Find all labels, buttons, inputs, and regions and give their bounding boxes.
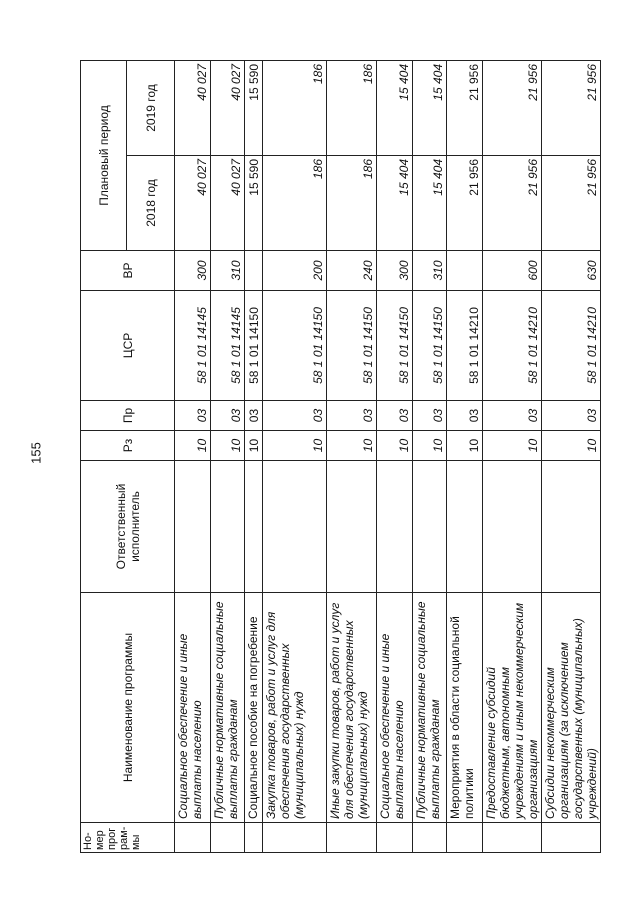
csr-cell: 58 1 01 14150 <box>327 291 377 401</box>
program-name-cell: Публичные нормативные социальные выплаты гражданам <box>413 593 447 823</box>
table-row <box>483 60 542 852</box>
amount-2018-cell: 40 027 <box>175 156 211 251</box>
rz-cell: 10 <box>211 431 245 461</box>
table-row <box>245 60 263 852</box>
vr-cell: 300 <box>175 251 211 291</box>
vr-cell: 300 <box>377 251 413 291</box>
pr-cell: 03 <box>542 401 601 431</box>
executor-cell <box>377 461 413 593</box>
program-number-cell <box>542 823 601 853</box>
table-row <box>175 60 211 852</box>
rz-cell: 10 <box>263 431 327 461</box>
rz-cell: 10 <box>245 431 263 461</box>
program-name-cell: Мероприятия в области социальной политики <box>447 593 483 823</box>
program-number-cell <box>413 823 447 853</box>
csr-cell: 58 1 01 14150 <box>377 291 413 401</box>
header-vr: ВР <box>81 251 175 291</box>
table-row <box>542 60 601 852</box>
amount-2019-cell: 15 404 <box>377 60 413 155</box>
executor-cell <box>483 461 542 593</box>
budget-table <box>80 60 601 853</box>
executor-cell <box>542 461 601 593</box>
amount-2018-cell: 21 956 <box>483 156 542 251</box>
program-name-cell: Субсидии некоммерческим организациям (за исключением государственных (муниципальных) учреждений) <box>542 593 601 823</box>
amount-2018-cell: 186 <box>263 156 327 251</box>
program-number-cell <box>211 823 245 853</box>
csr-cell: 58 1 01 14210 <box>447 291 483 401</box>
program-name-cell: Социальное обеспечение и иные выплаты населению <box>175 593 211 823</box>
program-number-cell <box>245 823 263 853</box>
amount-2019-cell: 40 027 <box>211 60 245 155</box>
rz-cell: 10 <box>377 431 413 461</box>
pr-cell: 03 <box>413 401 447 431</box>
pr-cell: 03 <box>245 401 263 431</box>
page-number: 155 <box>28 442 44 464</box>
pr-cell: 03 <box>447 401 483 431</box>
vr-cell: 310 <box>413 251 447 291</box>
csr-cell: 58 1 01 14150 <box>263 291 327 401</box>
program-name-cell: Публичные нормативные социальные выплаты гражданам <box>211 593 245 823</box>
amount-2018-cell: 21 956 <box>447 156 483 251</box>
executor-cell <box>211 461 245 593</box>
amount-2018-cell: 15 590 <box>245 156 263 251</box>
table-row <box>211 60 245 852</box>
amount-2019-cell: 21 956 <box>483 60 542 155</box>
amount-2019-cell: 21 956 <box>447 60 483 155</box>
rz-cell: 10 <box>175 431 211 461</box>
amount-2019-cell: 186 <box>327 60 377 155</box>
executor-cell <box>327 461 377 593</box>
vr-cell: 240 <box>327 251 377 291</box>
program-name-cell: Иные закупки товаров, работ и услуг для обеспечения государственных (муниципальных) нужд <box>327 593 377 823</box>
vr-cell: 600 <box>483 251 542 291</box>
rz-cell: 10 <box>447 431 483 461</box>
amount-2018-cell: 15 404 <box>413 156 447 251</box>
rz-cell: 10 <box>483 431 542 461</box>
program-number-cell <box>377 823 413 853</box>
executor-cell <box>175 461 211 593</box>
header-pr: Пр <box>81 401 175 431</box>
amount-2018-cell: 21 956 <box>542 156 601 251</box>
header-executor: Ответственный исполнитель <box>81 461 175 593</box>
table-row <box>263 60 327 852</box>
pr-cell: 03 <box>377 401 413 431</box>
rotated-page-content <box>80 61 599 853</box>
amount-2019-cell: 21 956 <box>542 60 601 155</box>
csr-cell: 58 1 01 14145 <box>211 291 245 401</box>
csr-cell: 58 1 01 14210 <box>483 291 542 401</box>
csr-cell: 58 1 01 14145 <box>175 291 211 401</box>
program-number-cell <box>175 823 211 853</box>
program-name-cell: Социальное пособие на погребение <box>245 593 263 823</box>
amount-2018-cell: 15 404 <box>377 156 413 251</box>
pr-cell: 03 <box>263 401 327 431</box>
pr-cell: 03 <box>211 401 245 431</box>
csr-cell: 58 1 01 14210 <box>542 291 601 401</box>
pr-cell: 03 <box>483 401 542 431</box>
header-csr: ЦСР <box>81 291 175 401</box>
amount-2019-cell: 40 027 <box>175 60 211 155</box>
program-name-cell: Закупка товаров, работ и услуг для обеспечения государственных (муниципальных) нужд <box>263 593 327 823</box>
amount-2019-cell: 186 <box>263 60 327 155</box>
table-row <box>413 60 447 852</box>
program-name-cell: Предоставление субсидий бюджетным, автономным учреждениям и иным некоммерческим организациям <box>483 593 542 823</box>
header-planned-period: Плановый период <box>81 60 127 250</box>
pr-cell: 03 <box>327 401 377 431</box>
csr-cell: 58 1 01 14150 <box>413 291 447 401</box>
header-program-number: Но- мер прог рам- мы <box>81 823 175 853</box>
program-number-cell <box>327 823 377 853</box>
header-rz: Рз <box>81 431 175 461</box>
pr-cell: 03 <box>175 401 211 431</box>
amount-2019-cell: 15 404 <box>413 60 447 155</box>
program-number-cell <box>483 823 542 853</box>
vr-cell: 200 <box>263 251 327 291</box>
amount-2019-cell: 15 590 <box>245 60 263 155</box>
rz-cell: 10 <box>327 431 377 461</box>
amount-2018-cell: 40 027 <box>211 156 245 251</box>
amount-2018-cell: 186 <box>327 156 377 251</box>
program-name-cell: Социальное обеспечение и иные выплаты населению <box>377 593 413 823</box>
table-row <box>377 60 413 852</box>
executor-cell <box>447 461 483 593</box>
vr-cell: 310 <box>211 251 245 291</box>
header-year-2019: 2019 год <box>127 60 175 155</box>
executor-cell <box>263 461 327 593</box>
vr-cell: 630 <box>542 251 601 291</box>
vr-cell <box>447 251 483 291</box>
table-row <box>447 60 483 852</box>
header-year-2018: 2018 год <box>127 156 175 251</box>
executor-cell <box>413 461 447 593</box>
executor-cell <box>245 461 263 593</box>
rz-cell: 10 <box>413 431 447 461</box>
program-number-cell <box>263 823 327 853</box>
program-number-cell <box>447 823 483 853</box>
vr-cell <box>245 251 263 291</box>
table-row <box>327 60 377 852</box>
csr-cell: 58 1 01 14150 <box>245 291 263 401</box>
rz-cell: 10 <box>542 431 601 461</box>
table-body <box>175 60 601 852</box>
header-program-name: Наименование программы <box>81 593 175 823</box>
